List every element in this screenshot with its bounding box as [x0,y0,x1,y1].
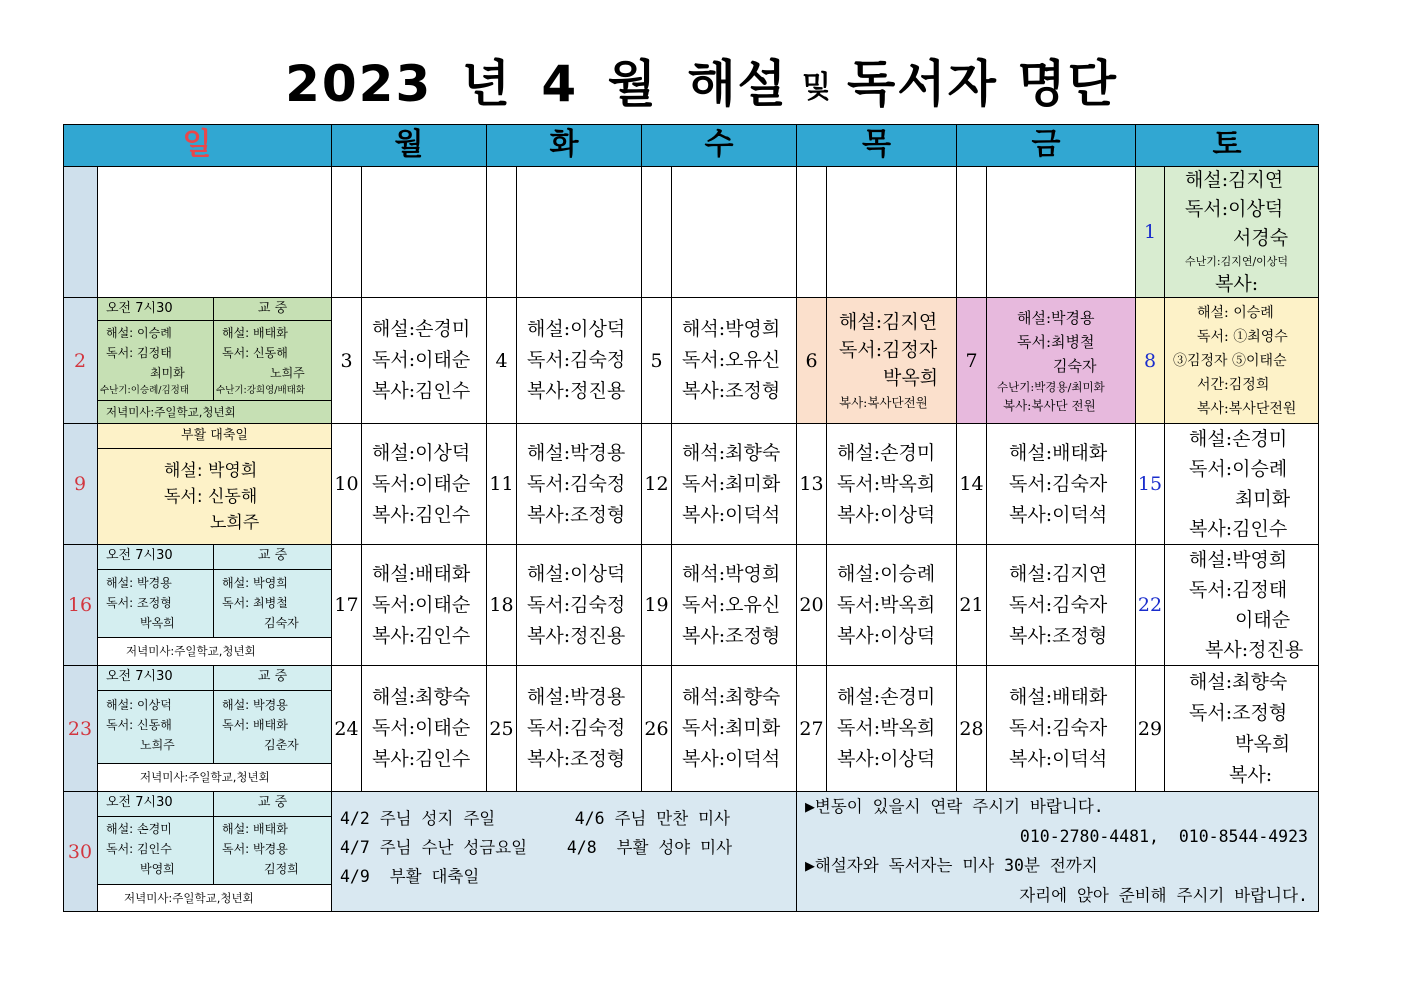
morning-mass-column [98,570,214,637]
commentator: 해설: 이승례 [106,326,172,340]
commentator: 해설: 박경용 [106,576,172,590]
altar-server: 복사:김인수 [372,748,471,770]
header-sunday: 일 [63,124,332,167]
reader: 독서:이상덕 [1185,197,1284,220]
header-wednesday: 수 [642,124,797,167]
reader: 독서:김정자 [839,338,938,361]
altar-server: 복사:정진용 [1205,639,1304,661]
commentator: 해설:배태화 [372,562,471,585]
reader: 독서:최미화 [682,717,781,739]
sunday-mass-box [98,792,332,912]
day-number: 11 [487,424,517,545]
reader-2: 김숙자 [264,616,299,630]
reader-2: 최미화 [150,366,185,380]
morning-mass-time: 오전 7시30 [98,666,214,691]
easter-readers [98,449,331,544]
reader: 독서:박옥희 [837,593,936,616]
reader: 독서: 조정형 [106,596,172,610]
day-entry-apr-19 [672,545,797,666]
commentator: 해설: 배태화 [222,326,288,340]
commentator: 해석:박영희 [682,562,781,585]
school-mass-label: 교 중 [214,545,331,570]
reader: 독서:김숙정 [527,717,626,739]
reader: 독서: 김인수 [106,842,172,856]
title-year-unit: 년 [461,55,512,113]
altar-server: 복사:이덕석 [682,748,781,770]
altar-server: 복사:이상덕 [837,748,936,770]
reader: 독서:김숙정 [527,349,626,371]
commentator: 해설:이상덕 [527,562,626,585]
commentator: 해설: 손경미 [106,822,172,836]
reader: 독서:김숙자 [1009,717,1108,739]
altar-server: 복사:이덕석 [1009,748,1108,770]
title-year: 2023 [285,55,433,113]
altar-server: 복사:정진용 [527,624,626,647]
day-number: 4 [487,298,517,424]
passion-readers: 수난기:박경용/최미화 [997,379,1105,394]
day-entry-apr-14 [987,424,1136,545]
day-number: 8 [1136,298,1165,424]
altar-server: 복사:이상덕 [837,624,936,647]
contact-phone-numbers: 010-2780-4481, 010-8544-4923 [1019,826,1308,846]
day-number: 13 [797,424,827,545]
commentator: 해석:최향숙 [682,686,781,708]
day-entry-apr-8 [1165,298,1319,424]
reader-2: 이태순 [1235,609,1291,631]
commentator: 해설:최향숙 [1189,670,1288,693]
altar-server: 복사:김인수 [372,380,471,402]
reader-2: 김숙자 [1053,356,1097,375]
event-line: 4/2 주님 성지 주일 4/6 주님 만찬 미사 [340,809,730,828]
commentator: 해설: 배태화 [222,822,288,836]
day-number: 12 [642,424,672,545]
reader: 독서:최미화 [682,472,781,495]
notice-line: ▶변동이 있을시 연락 주시기 바랍니다. [805,797,1104,816]
header-saturday: 토 [1136,124,1319,167]
altar-server: 복사: [1229,763,1273,786]
reader-2: 박영희 [140,862,175,876]
school-mass-column [214,817,331,884]
day-entry-apr-29 [1165,666,1319,792]
commentator: 해설:이상덕 [372,441,471,464]
day-entry-apr-27 [827,666,957,792]
empty-day [987,167,1136,298]
commentator: 해설: 박영희 [164,460,258,481]
reader: 독서:박옥희 [837,717,936,739]
evening-mass-note: 저녁미사:주일학교,청년회 [98,400,331,423]
morning-mass-time: 오전 7시30 [98,545,214,570]
school-mass-column [214,691,331,763]
altar-server: 복사:김인수 [372,624,471,647]
day-number: 3 [332,298,362,424]
day-number: 20 [797,545,827,666]
header-tuesday: 화 [487,124,642,167]
empty-day [98,167,332,298]
reader-2: 김정희 [264,862,299,876]
epistle-reader: 서간:김정희 [1197,376,1270,393]
day-number: 28 [957,666,987,792]
morning-mass-column [98,817,214,884]
altar-server: 복사:복사단전원 [1197,400,1297,417]
easter-label: 부활 대축일 [98,424,331,449]
day-number: 10 [332,424,362,545]
altar-server: 복사:조정형 [682,624,781,647]
empty-day-number [487,167,517,298]
reader: 독서: 신동해 [164,486,258,507]
reader: 독서:이승례 [1189,458,1288,480]
empty-day-number [332,167,362,298]
reader: 독서:김숙자 [1009,472,1108,495]
day-number: 15 [1136,424,1165,545]
commentator: 해설:김지연 [839,310,938,333]
reader: 독서:오유신 [682,349,781,371]
reader-2: 노희주 [270,366,305,380]
day-entry-apr-5 [672,298,797,424]
day-entry-apr-28 [987,666,1136,792]
altar-server: 복사:조정형 [527,748,626,770]
reader: 독서:이태순 [372,472,471,495]
reader: 독서:최병철 [1017,332,1095,351]
day-number-sunday: 23 [63,666,98,792]
commentator: 해설:박영희 [1189,549,1288,571]
altar-server: 복사:정진용 [527,380,626,402]
school-mass-column [214,321,331,400]
day-entry-apr-13 [827,424,957,545]
reader: 독서: 최병철 [222,596,288,610]
event-line: 4/7 주님 수난 성금요일 4/8 부활 성야 미사 [340,838,733,857]
day-number: 7 [957,298,987,424]
commentator: 해설: 박영희 [222,576,288,590]
day-entry-apr-18 [517,545,642,666]
school-mass-label: 교 중 [214,666,331,691]
empty-day-number [797,167,827,298]
day-entry-apr-1 [1165,167,1319,298]
reader: 독서:조정형 [1189,701,1288,724]
commentator: 해설:배태화 [1009,441,1108,464]
commentator: 해설:손경미 [837,441,936,464]
commentator: 해설:김지연 [1009,562,1108,585]
commentator: 해설: 이승례 [1197,304,1274,321]
reader: 독서:이태순 [372,593,471,616]
commentator: 해설:손경미 [837,686,936,708]
day-entry-apr-24 [362,666,487,792]
day-entry-apr-21 [987,545,1136,666]
day-number: 27 [797,666,827,792]
reader: 독서:김숙정 [527,593,626,616]
reader-2: 노희주 [140,738,175,752]
altar-server: 복사:조정형 [682,380,781,402]
day-entry-apr-6 [827,298,957,424]
day-number-sunday: 2 [63,298,98,424]
day-entry-apr-20 [827,545,957,666]
title-and: 및 [801,70,833,105]
holy-week-events [332,792,797,912]
commentator: 해설:김지연 [1185,168,1284,191]
evening-mass-note: 저녁미사:주일학교,청년회 [98,637,331,665]
reader: 독서: 박경용 [222,842,288,856]
commentator: 해설:최향숙 [372,686,471,708]
passion-readers: 수난기:이승례/김정태 [100,385,189,396]
altar-server: 복사:김인수 [372,503,471,526]
commentator: 해설:이상덕 [527,318,626,340]
day-number-sunday: 30 [63,792,98,912]
schedule-calendar [63,124,1319,912]
notice-box [797,792,1319,912]
empty-day [672,167,797,298]
reader: 독서: 신동해 [222,346,288,360]
reader-2: 박옥희 [883,366,939,389]
reader: 독서:이태순 [372,349,471,371]
empty-day [827,167,957,298]
reader: 독서: ①최영수 [1197,328,1288,345]
reader-2: 김춘자 [264,738,299,752]
reader-2: 최미화 [1235,488,1291,510]
empty-day-number [642,167,672,298]
commentator: 해설: 이상덕 [106,698,172,712]
day-number-sunday: 16 [63,545,98,666]
title-commentary: 해설 [687,55,788,113]
passion-readers: 수난기:김지연/이상덕 [1185,254,1289,268]
altar-server: 복사:복사단 전원 [1003,397,1096,413]
day-entry-apr-11 [517,424,642,545]
commentator: 해석:박영희 [682,318,781,340]
reader: 독서:박옥희 [837,472,936,495]
header-monday: 월 [332,124,487,167]
sunday-mass-box [98,666,332,792]
day-number: 21 [957,545,987,666]
day-number: 19 [642,545,672,666]
header-friday: 금 [957,124,1136,167]
commentator: 해석:최향숙 [682,441,781,464]
passion-readers: 수난기:강희영/배태화 [216,385,305,396]
altar-server: 복사:이덕석 [682,503,781,526]
reader: 독서: 배태화 [222,718,288,732]
title-month-unit: 월 [607,55,658,113]
day-entry-apr-25 [517,666,642,792]
notice-line: 자리에 앉아 준비해 주시기 바랍니다. [1019,885,1308,905]
evening-mass-note: 저녁미사:주일학교,청년회 [98,884,331,911]
altar-server: 복사:조정형 [527,503,626,526]
reader: 독서:김정태 [1189,579,1288,601]
empty-day-number [957,167,987,298]
day-number: 6 [797,298,827,424]
easter-sunday-box [98,424,332,545]
day-number: 5 [642,298,672,424]
day-number: 26 [642,666,672,792]
morning-mass-column [98,321,214,400]
altar-server: 복사:복사단전원 [839,394,928,410]
day-number: 17 [332,545,362,666]
day-entry-apr-15 [1165,424,1319,545]
reader-2: 박옥희 [1235,732,1291,755]
reader: 독서: 신동해 [106,718,172,732]
day-entry-apr-3 [362,298,487,424]
altar-server: 복사:김인수 [1189,518,1288,540]
reader-2: 박옥희 [140,616,175,630]
reader: 독서: 김정태 [106,346,172,360]
day-entry-apr-26 [672,666,797,792]
day-entry-apr-4 [517,298,642,424]
commentator: 해설:이승례 [837,562,936,585]
evening-mass-note: 저녁미사:주일학교,청년회 [98,763,331,791]
reader: 독서:김숙정 [527,472,626,495]
day-entry-apr-10 [362,424,487,545]
reader-2: 서경숙 [1233,226,1289,249]
altar-server: 복사: [1215,272,1259,295]
commentator: 해설:손경미 [1189,428,1288,450]
day-number: 18 [487,545,517,666]
commentator: 해설:박경용 [527,686,626,708]
altar-server: 복사:이덕석 [1009,503,1108,526]
event-line: 4/9 부활 대축일 [340,867,480,886]
reader: 독서:김숙자 [1009,593,1108,616]
day-number: 22 [1136,545,1165,666]
school-mass-column [214,570,331,637]
morning-mass-time: 오전 7시30 [98,298,214,321]
readers-2: ③김정자 ⑤이태순 [1173,352,1287,369]
day-entry-apr-7 [987,298,1136,424]
notice-line: ▶해설자와 독서자는 미사 30분 전까지 [805,856,1098,875]
title-readers-list: 독서자 명단 [846,55,1118,113]
title-month: 4 [541,55,579,113]
empty-day [517,167,642,298]
reader-2: 노희주 [210,512,260,533]
altar-server: 복사:이상덕 [837,503,936,526]
morning-mass-column [98,691,214,763]
altar-server: 복사:조정형 [1009,624,1108,647]
commentator: 해설: 박경용 [222,698,288,712]
reader: 독서:오유신 [682,593,781,616]
empty-day [362,167,487,298]
commentator: 해설:박경용 [1017,308,1095,327]
day-number: 24 [332,666,362,792]
sunday-mass-box [98,298,332,424]
reader: 독서:이태순 [372,717,471,739]
day-entry-apr-12 [672,424,797,545]
day-entry-apr-17 [362,545,487,666]
school-mass-label: 교 중 [214,298,331,321]
day-number: 29 [1136,666,1165,792]
week-marker [63,167,98,298]
header-thursday: 목 [797,124,957,167]
commentator: 해설:배태화 [1009,686,1108,708]
commentator: 해설:박경용 [527,441,626,464]
day-number: 14 [957,424,987,545]
morning-mass-time: 오전 7시30 [98,792,214,817]
school-mass-label: 교 중 [214,792,331,817]
commentator: 해설:손경미 [372,318,471,340]
sunday-mass-box [98,545,332,666]
day-number: 1 [1136,167,1165,298]
page-title [0,52,1403,120]
day-number-sunday: 9 [63,424,98,545]
day-number: 25 [487,666,517,792]
day-entry-apr-22 [1165,545,1319,666]
